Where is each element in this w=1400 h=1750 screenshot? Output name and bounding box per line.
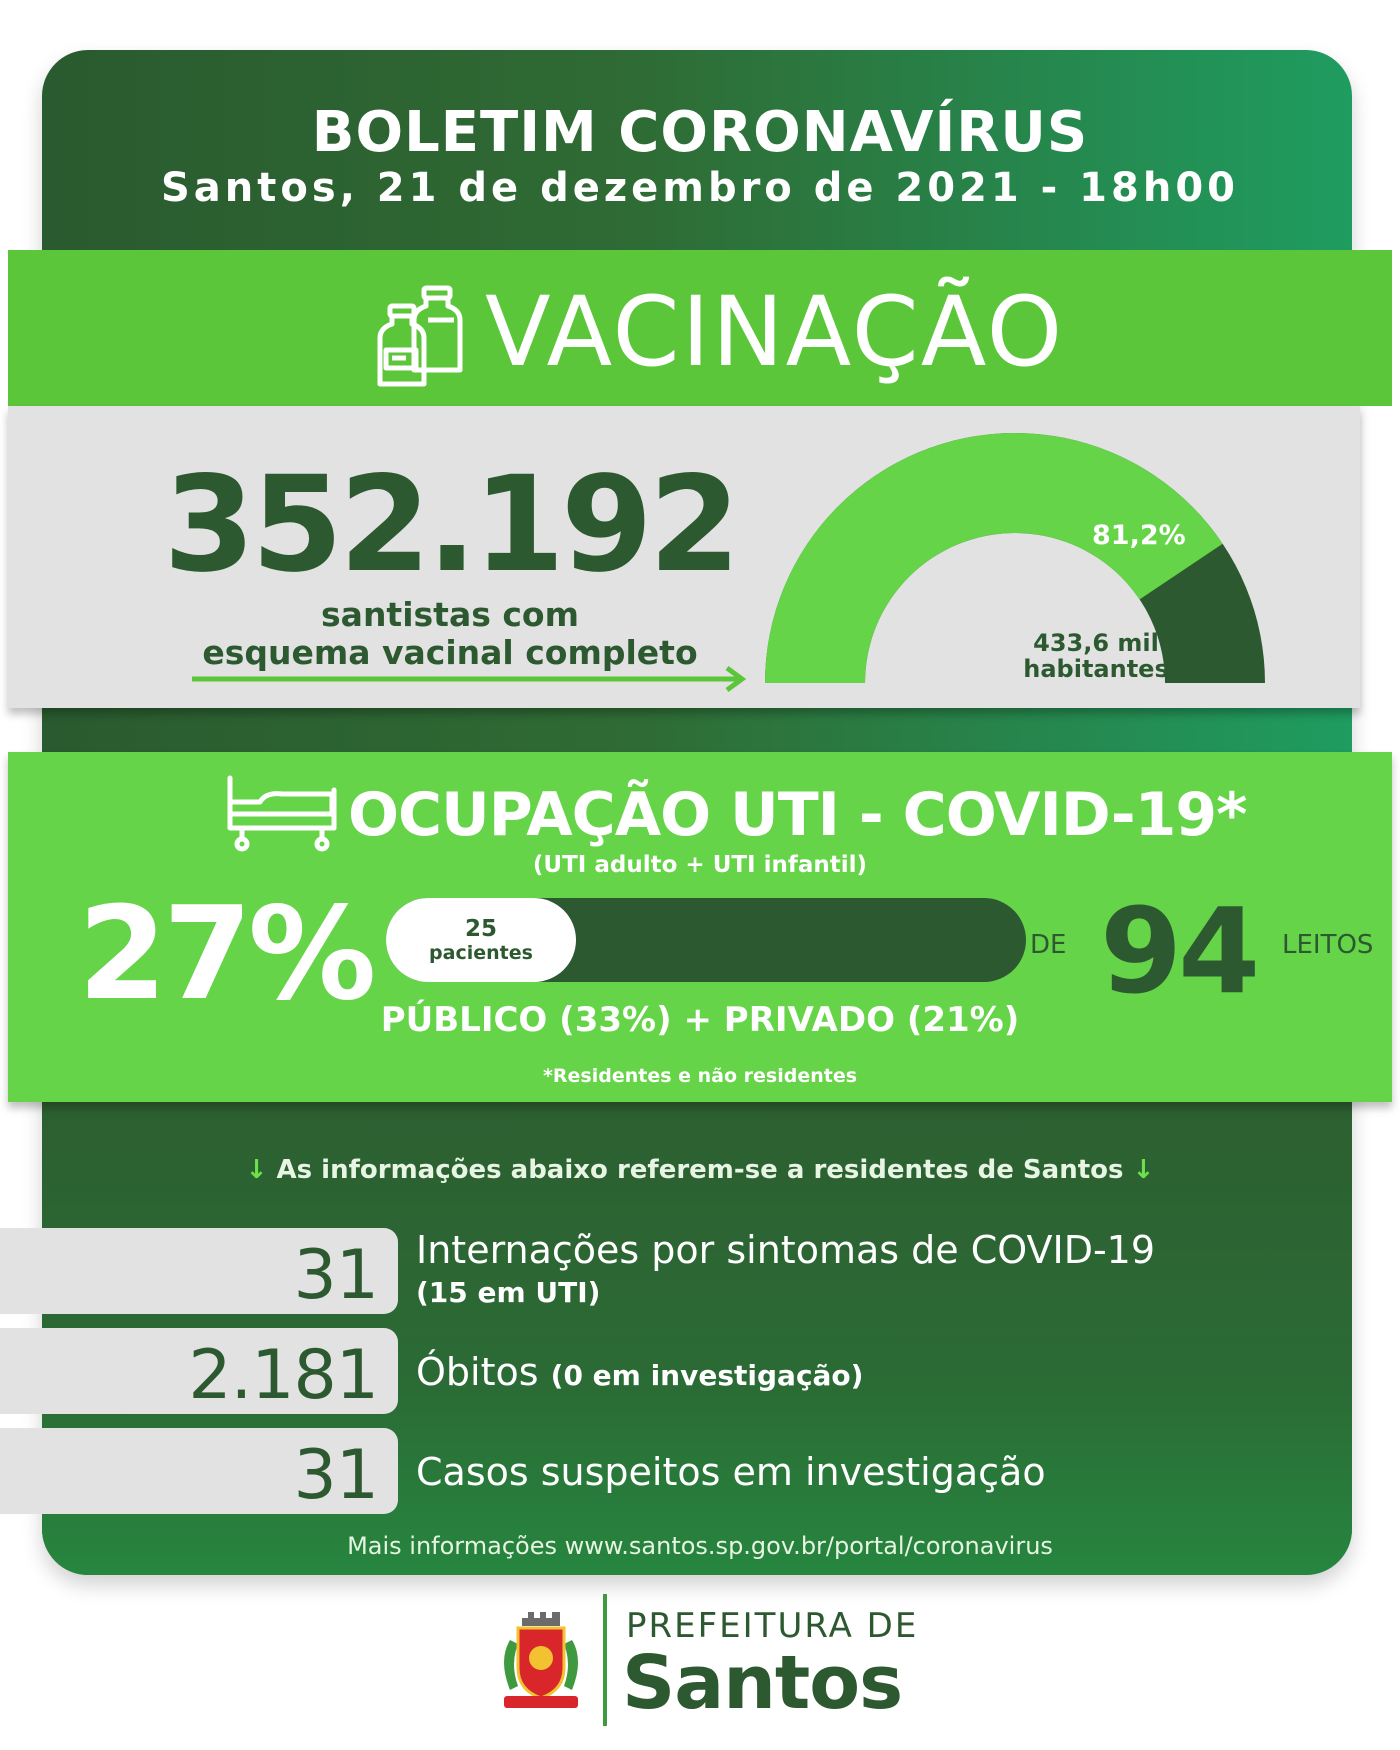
uti-title: OCUPAÇÃO UTI - COVID-19*: [348, 780, 1247, 850]
vaccine-vials-icon: [376, 280, 486, 390]
uti-of-label: DE: [1030, 930, 1067, 960]
vaccinated-caption-line2: esquema vacinal completo: [202, 633, 698, 672]
stat-value-suspected: 31: [293, 1436, 378, 1515]
stat-label-deaths-text: Óbitos: [416, 1350, 539, 1394]
uti-occupancy-percent: 27%: [78, 880, 373, 1029]
residents-note: [0, 1155, 1400, 1185]
stat-value-hospitalizations: 31: [293, 1236, 378, 1315]
gauge-percent-label: 81,2%: [1092, 520, 1186, 551]
logo-prefeitura: PREFEITURA DE: [626, 1606, 919, 1646]
stat-detail-hospitalizations: (15 em UTI): [416, 1276, 601, 1309]
vaccinated-count: 352.192: [163, 448, 737, 602]
stat-label-hospitalizations: Internações por sintomas de COVID-19: [416, 1228, 1156, 1272]
uti-subtitle: (UTI adulto + UTI infantil): [532, 852, 868, 878]
stat-detail-deaths: (0 em investigação): [550, 1359, 864, 1392]
uti-patients-count: 25: [464, 916, 497, 942]
logo-santos: Santos: [622, 1640, 903, 1726]
arrow-down-icon: ↓: [245, 1155, 268, 1185]
population-label: [1016, 630, 1176, 682]
uti-footnote: *Residentes e não residentes: [542, 1065, 858, 1087]
vaccinated-caption-line1: santistas com: [321, 595, 579, 634]
bulletin-date: Santos, 21 de dezembro de 2021 - 18h00: [161, 165, 1239, 211]
more-info-link[interactable]: Mais informações www.santos.sp.gov.br/portal/coronavirus: [347, 1532, 1053, 1560]
stat-label-deaths: [416, 1350, 863, 1394]
uti-patients-label: pacientes: [429, 942, 533, 964]
hospital-bed-icon: [222, 772, 342, 852]
residents-note-text: As informações abaixo referem-se a residentes de Santos: [276, 1155, 1124, 1185]
uti-public-private-split: PÚBLICO (33%) + PRIVADO (21%): [380, 1000, 1020, 1040]
vaccination-title: VACINAÇÃO: [485, 276, 1065, 388]
population-value: 433,6 mil: [1033, 629, 1159, 657]
city-coat-of-arms-icon: [496, 1610, 586, 1714]
arrow-down-icon: ↓: [1132, 1155, 1155, 1185]
uti-total-beds: 94: [1100, 882, 1257, 1020]
population-unit: habitantes: [1023, 655, 1169, 683]
stat-label-suspected: Casos suspeitos em investigação: [416, 1450, 1046, 1494]
uti-beds-label: LEITOS: [1282, 930, 1374, 960]
stat-value-deaths: 2.181: [188, 1336, 378, 1415]
arrow-right-icon: [192, 664, 752, 694]
vaccination-gauge: [760, 425, 1270, 690]
logo-divider: [603, 1594, 607, 1726]
bulletin-title: BOLETIM CORONAVÍRUS: [311, 100, 1089, 165]
